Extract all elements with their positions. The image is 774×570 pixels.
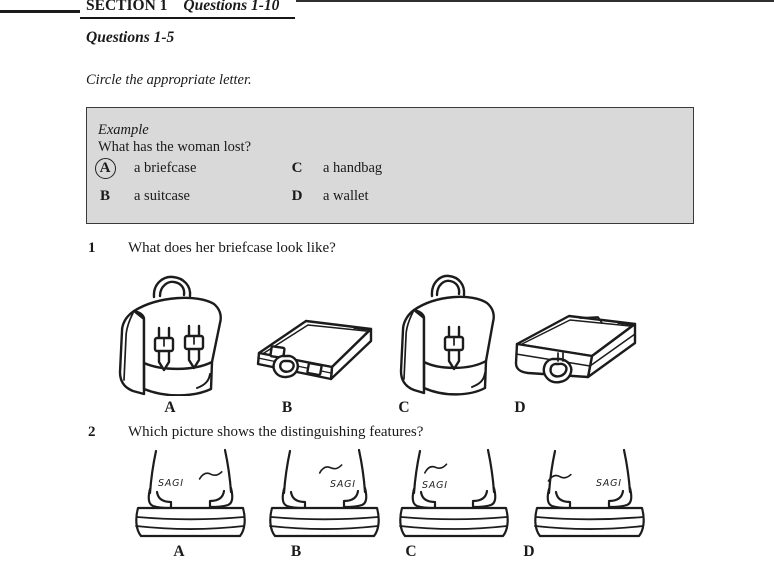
scratch-mark bbox=[319, 464, 342, 473]
q2-option-b-label[interactable]: B bbox=[290, 543, 302, 560]
scratch-mark bbox=[424, 464, 447, 473]
question-2-header bbox=[88, 424, 423, 441]
question-1-number: 1 bbox=[88, 240, 96, 256]
brand-label: SAGI bbox=[422, 480, 448, 491]
option-letter-c[interactable]: C bbox=[291, 160, 303, 176]
question-1-header bbox=[88, 240, 336, 257]
brand-label: SAGI bbox=[596, 478, 622, 489]
option-text-d: a wallet bbox=[323, 188, 369, 204]
option-text-a: a briefcase bbox=[134, 160, 197, 176]
option-text-b: a suitcase bbox=[134, 188, 190, 204]
attache-case-two-latches-illustration bbox=[246, 306, 378, 398]
attache-case-front-handle-illustration bbox=[506, 303, 640, 398]
q1-option-a-label[interactable]: A bbox=[164, 399, 176, 416]
option-text-c: a handbag bbox=[323, 160, 383, 176]
section-range: Questions 1-10 bbox=[183, 0, 280, 14]
briefcase-satchel-two-straps-illustration bbox=[112, 272, 238, 396]
option-letter-a-circled[interactable]: A bbox=[95, 158, 116, 179]
case-bottom-sagi-left-scratch-right-illustration bbox=[127, 447, 254, 542]
example-options-row bbox=[87, 188, 693, 212]
brand-label: SAGI bbox=[158, 478, 184, 489]
case-bottom-scratch-left-sagi-right-illustration bbox=[526, 447, 653, 542]
q1-option-b-label[interactable]: B bbox=[281, 399, 293, 416]
scratch-mark bbox=[199, 471, 222, 479]
question-2-number: 2 bbox=[88, 424, 96, 440]
case-bottom-sagi-left-scratch-above-illustration bbox=[392, 447, 516, 542]
page-crop-rule-left bbox=[0, 10, 80, 13]
example-title: Example bbox=[98, 122, 149, 138]
case-bottom-sagi-right-scratch-center-illustration bbox=[261, 447, 388, 542]
example-question: What has the woman lost? bbox=[98, 139, 252, 155]
q1-option-d-label[interactable]: D bbox=[514, 399, 526, 416]
page-crop-rule-right bbox=[296, 0, 774, 2]
option-letter-d[interactable]: D bbox=[291, 188, 303, 204]
q1-option-c-label[interactable]: C bbox=[398, 399, 410, 416]
brand-label: SAGI bbox=[330, 479, 356, 490]
q2-option-d-label[interactable]: D bbox=[523, 543, 535, 560]
option-letter-b[interactable]: B bbox=[99, 188, 110, 204]
questions-subtitle: Questions 1-5 bbox=[86, 29, 175, 46]
section-title: SECTION 1 bbox=[86, 0, 168, 14]
example-options-row bbox=[87, 160, 693, 184]
q2-option-a-label[interactable]: A bbox=[173, 543, 185, 560]
instruction-text: Circle the appropriate letter. bbox=[86, 72, 252, 88]
q2-option-c-label[interactable]: C bbox=[405, 543, 417, 560]
section-header bbox=[80, 0, 295, 19]
question-1-text: What does her briefcase look like? bbox=[128, 240, 336, 256]
example-box bbox=[86, 107, 694, 224]
briefcase-satchel-one-strap-illustration bbox=[394, 270, 506, 396]
question-2-text: Which picture shows the distinguishing features? bbox=[128, 424, 424, 440]
